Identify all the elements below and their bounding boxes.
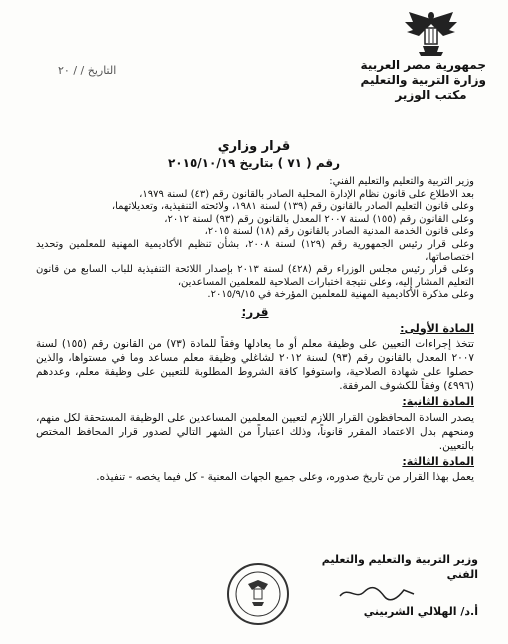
preamble-line: وزير التربية والتعليم والتعليم الفني: <box>329 176 474 187</box>
letterhead <box>360 8 486 103</box>
decree-title: قرار وزاري <box>217 139 291 154</box>
decree-title-block <box>0 138 508 171</box>
preamble-line: بعد الاطلاع على قانون نظام الإدارة المحلية الصادر بالقانون رقم (٤٣) لسنة ١٩٧٩، <box>139 188 474 200</box>
signatory-title: وزير التربية والتعليم والتعليم الفني <box>321 553 478 581</box>
preamble-line: وعلى مذكرة الأكاديمية المهنية للمعلمين المؤرخة في ٢٠١٥/٩/١٥. <box>207 289 474 301</box>
handwritten-signature-icon <box>338 584 418 602</box>
signatory-name: أ.د/ الهلالي الشربيني <box>363 605 478 618</box>
republic-name: جمهورية مصر العربية <box>360 58 486 72</box>
preamble-line: وعلى قرار رئيس الجمهورية رقم (١٢٩) لسنة ٢٠٠٨، بشأن تنظيم الأكاديمية المهنية للمعلمين وتحديد اختصاصاتها، <box>36 238 475 263</box>
eagle-emblem-icon <box>401 8 461 58</box>
official-seal-icon <box>226 562 290 626</box>
article-text: يصدر السادة المحافظون القرار اللازم لتعيين المعلمين المساعدين على الوظيفة المستحقة لكل منهم، ومنحهم بدل الاعتماد المقرر قانوناً، وذلك اعتباراً من الشهر التالي لصدور قرار المحافظ المختص بالتعيين. <box>36 411 474 452</box>
ministry-name: وزارة التربية والتعليم <box>360 73 486 87</box>
signature-block <box>298 552 478 619</box>
article-text: تتخذ إجراءات التعيين على وظيفة معلم أو ما يعادلها وفقاً للمادة (٧٣) من القانون رقم (١٥٥) لسنة ٢٠٠٧ المعدل بالقانون رقم (٩٣) لسنة ٢٠١٢ لشاغلي وظيفة معلم مساعد وما في مستواها، والذين حصلوا على شهادة الصلاحية، واستوفوا كافة الشروط المطلوبة للتعيين على وظيفة معلم، وعددهم (٤٩٩٦) وفقاً للكشوف المرفقة. <box>36 338 475 393</box>
decree-number-line: رقم ( ٧١ ) بتاريخ ٢٠١٥/١٠/١٩ <box>167 156 341 170</box>
article-heading: المادة الأولى: <box>400 321 474 335</box>
preamble-line: وعلى قانون التعليم الصادر بالقانون رقم (١٣٩) لسنة ١٩٨١، ولائحته التنفيذية، وتعديلاتهما، <box>111 201 474 213</box>
decree-body <box>36 176 474 484</box>
preamble-line: وعلى القانون رقم (١٥٥) لسنة ٢٠٠٧ المعدل بالقانون رقم (٩٣) لسنة ٢٠١٢، <box>164 213 474 225</box>
preamble-line: وعلى قرار رئيس مجلس الوزراء رقم (٤٢٨) لسنة ٢٠١٣ بإصدار اللائحة التنفيذية للباب السابع من قانون التعليم المشار إليه، وعلى نتيجة اختبارات الصلاحية للمعلمين المساعدين، <box>36 264 474 288</box>
preamble-line: وعلى قانون الخدمة المدنية الصادر بالقانون رقم (١٨) لسنة ٢٠١٥، <box>204 226 474 238</box>
article-heading: المادة الثانية: <box>402 395 474 409</box>
date-field: التاريخ / / ٢٠ <box>58 64 117 77</box>
decision-label: قرر: <box>241 304 269 319</box>
article-heading: المادة الثالثة: <box>402 454 474 468</box>
article-text: يعمل بهذا القرار من تاريخ صدوره، وعلى جميع الجهات المعنية - كل فيما يخصه - تنفيذه. <box>96 471 474 484</box>
office-name: مكتب الوزير <box>395 88 467 102</box>
